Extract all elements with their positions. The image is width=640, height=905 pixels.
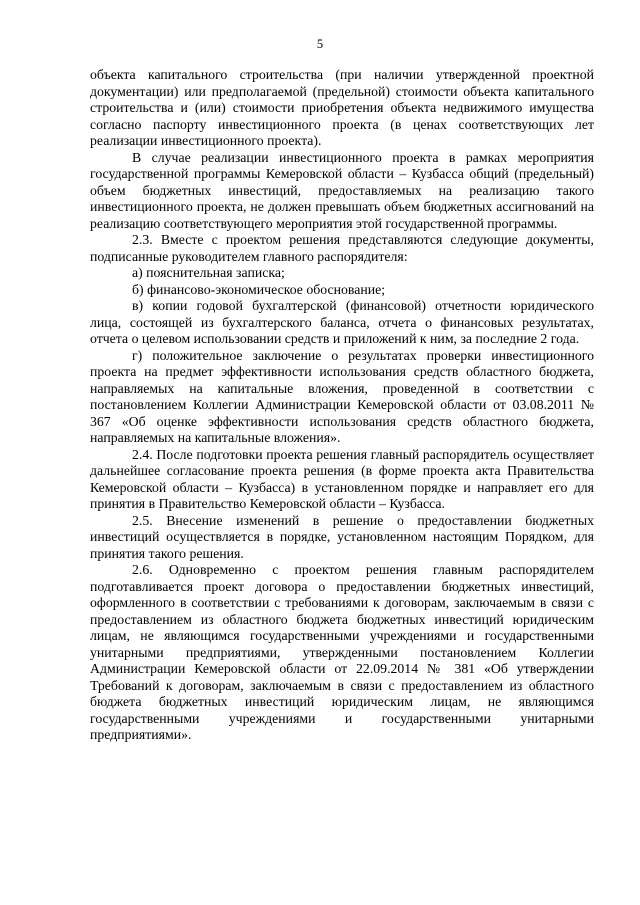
paragraph-2-3: 2.3. Вместе с проектом решения представляются следующие документы, подписанные руководителем главного распорядителя: (90, 232, 594, 264)
paragraph-continuation: объекта капитального строительства (при наличии утвержденной проектной документации) или предполагаемой (предельной) стоимости объекта капитального строительства и (или) стоимости приобретения объекта недвижимого имущества согласно паспорту инвестиционного проекта (в ценах соответствующих лет реализации инвестиционного проекта). (90, 67, 594, 148)
list-item-a: а) пояснительная записка; (132, 265, 285, 280)
paragraph-2-6: 2.6. Одновременно с проектом решения главным распорядителем подготавливается проект договора о предоставлении бюджетных инвестиций, оформленного в соответствии с требованиями к договорам, заключаемым в связи с предоставлением из областного бюджета бюджетных инвестиций юридическим лицам, не являющимся государственными учреждениями и государственными унитарными предприятиями, утвержденными постановлением Коллегии Администрации Кемеровской области от 22.09.2014 № 381 «Об утверждении Требований к договорам, заключаемым в связи с предоставлением из областного бюджета бюджетных инвестиций юридическим лицам, не являющимся государственными учреждениями и государственными унитарными предприятиями». (90, 562, 594, 742)
list-item-b: б) финансово-экономическое обоснование; (132, 281, 386, 297)
paragraph-state-program: В случае реализации инвестиционного проекта в рамках мероприятия государственной программы Кемеровской области – Кузбасса общий (предельный) объем бюджетных инвестиций, предоставляемых на реализацию такого инвестиционного проекта, не должен превышать объем бюджетных ассигнований на реализацию соответствующего мероприятия этой государственной программы. (90, 149, 594, 231)
document-body (90, 67, 594, 744)
page-number: 5 (316, 37, 324, 51)
list-item-g: г) положительное заключение о результатах проверки инвестиционного проекта на предмет эффективности использования средств областного бюджета, направляемых на капитальные вложения, проведенной в соответствии с постановлением Коллегии Администрации Кемеровской области от 03.08.2011 № 367 «Об оценке эффективности использования средств областного бюджета, направляемых на капитальные вложения». (90, 347, 594, 445)
paragraph-2-4: 2.4. После подготовки проекта решения главный распорядитель осуществляет дальнейшее согласование проекта решения (в форме проекта акта Правительства Кемеровской области – Кузбасса) в установленном порядке и направляет его для принятия в Правительство Кемеровской области – Кузбасса. (90, 446, 594, 511)
paragraph-2-5: 2.5. Внесение изменений в решение о предоставлении бюджетных инвестиций осуществляется в порядке, установленном настоящим Порядком, для принятия такого решения. (90, 512, 594, 561)
list-item-v: в) копии годовой бухгалтерской (финансовой) отчетности юридического лица, состоящей из бухгалтерского баланса, отчета о финансовых результатах, отчета о целевом использовании средств и приложений к ним, за последние 2 года. (90, 298, 594, 346)
